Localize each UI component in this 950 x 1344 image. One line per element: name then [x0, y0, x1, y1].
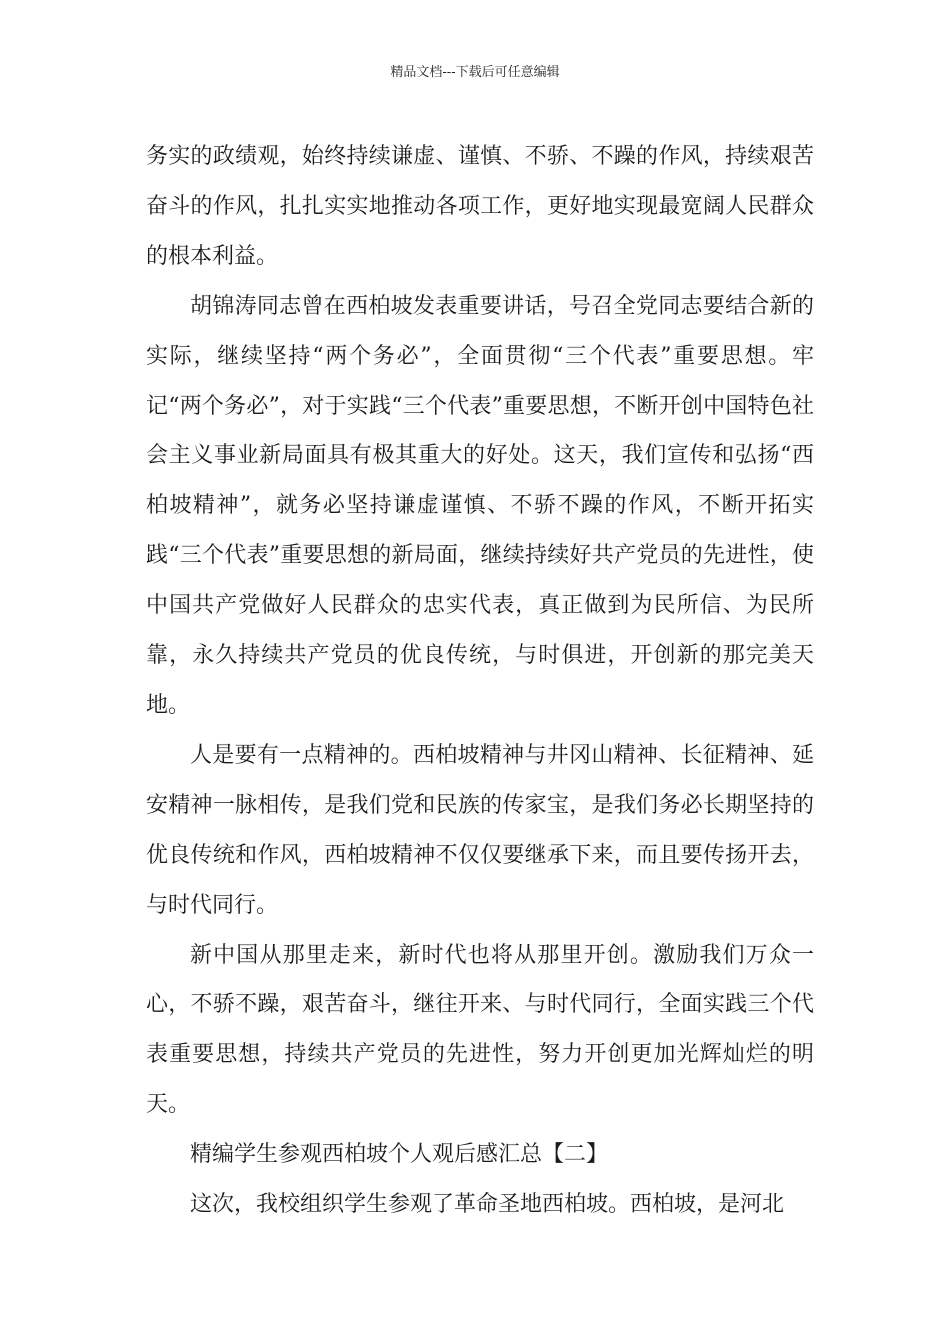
page-header: 精品文档---下载后可任意编辑 [390, 65, 560, 80]
paragraph-new-era: 新中国从那里走来，新时代也将从那里开创。激励我们万众一心，不骄不躁，艰苦奋斗，继往开来、与时代同行，全面实践三个代表重要思想，持续共产党员的先进性，努力开创更加光辉灿烂的明天。 [146, 942, 814, 1118]
paragraph-visit-intro: 这次，我校组织学生参观了革命圣地西柏坡。西柏坡，是河北 [190, 1192, 785, 1218]
paragraph-hu-jintao-speech: 胡锦涛同志曾在西柏坡发表重要讲话，号召全党同志要结合新的实际，继续坚持“两个务必”，全面贯彻“三个代表”重要思想。牢记“两个务必”，对于实践“三个代表”重要思想，不断开创中国特色社会主义事业新局面具有极其重大的好处。这天，我们宣传和弘扬“西柏坡精神”，就务必坚持谦虚谨慎、不骄不躁的作风，不断开拓实践“三个代表”重要思想的新局面，继续持续好共产党员的先进性，使中国共产党做好人民群众的忠实代表，真正做到为民所信、为民所靠，永久持续共产党员的优良传统，与时俱进，开创新的那完美天地。 [146, 293, 814, 718]
document-body [146, 132, 814, 1230]
paragraph-continuation: 务实的政绩观，始终持续谦虚、谨慎、不骄、不躁的作风，持续艰苦奋斗的作风，扎扎实实地推动各项工作，更好地实现最宽阔人民群众的根本利益。 [146, 144, 814, 269]
paragraph-spirit: 人是要有一点精神的。西柏坡精神与井冈山精神、长征精神、延安精神一脉相传，是我们党和民族的传家宝，是我们务必长期坚持的优良传统和作风，西柏坡精神不仅仅要继承下来，而且要传扬开去，与时代同行。 [146, 742, 814, 918]
section-heading: 精编学生参观西柏坡个人观后感汇总【二】 [190, 1142, 609, 1168]
